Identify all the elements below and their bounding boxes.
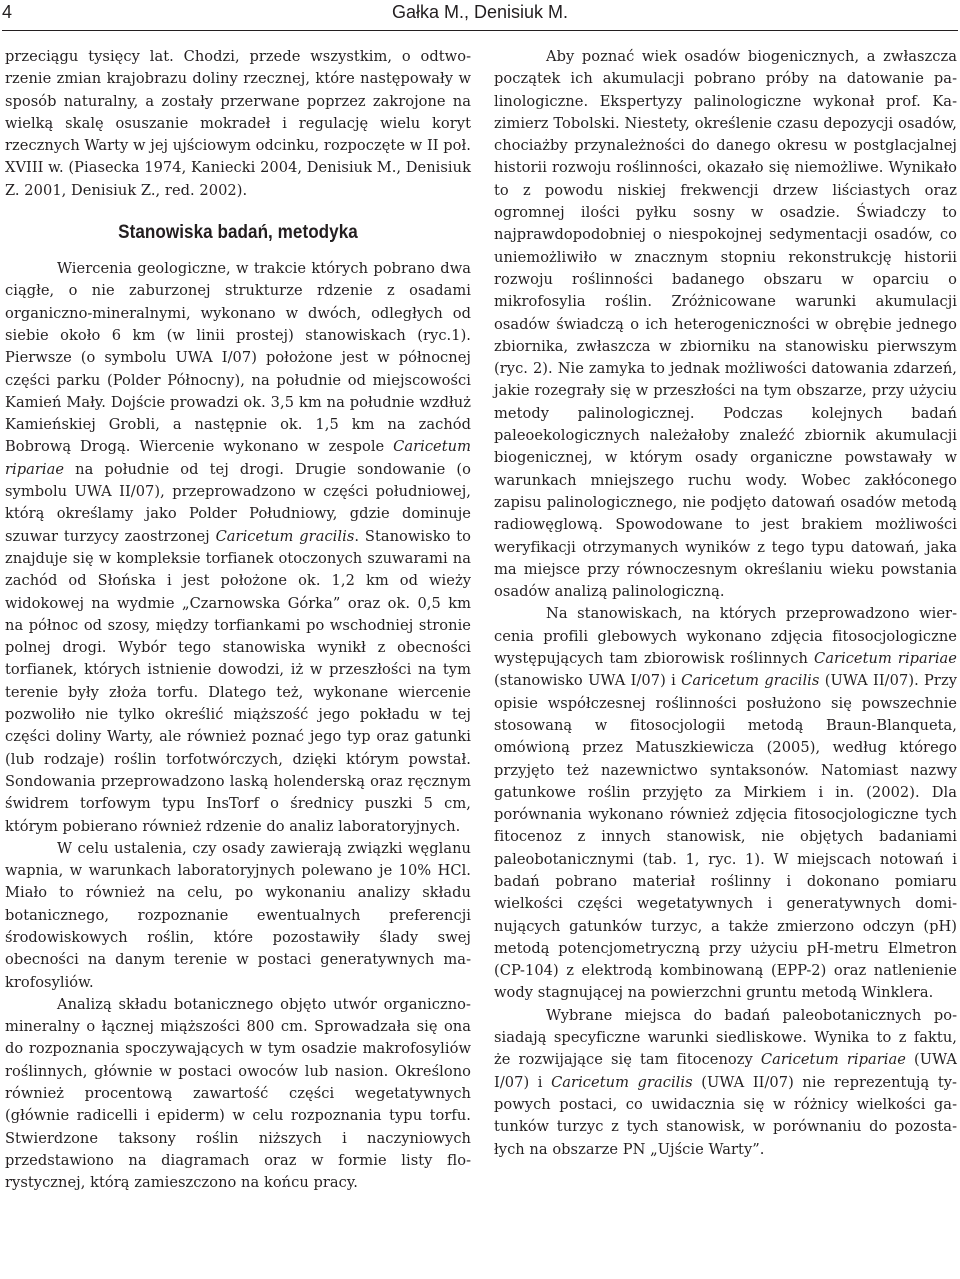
species-name: Caricetum ripariae	[5, 438, 471, 478]
text-run: W celu ustalenia, czy osady zawierają związki węglanu wapnia, w warunkach laboratoryjnych polewano je 10% HCl. Miało to również na celu, po wykonaniu analizy składu botanicznego, rozpoznanie ewentualnych preferencji środowiskowych roślin, które pozostawiły ślady swej obecności na danym terenie w postaci generatywnych makrofosyliów.	[5, 839, 471, 991]
species-name: Caricetum gracilis	[551, 1073, 693, 1091]
paragraph-palynology	[494, 46, 957, 603]
text-run: Wybrane miejsca do badań paleobotanicznych posiadają specyficzne warunki siedliskowe. Wynika to z faktu, że rozwijające się tam fitocenozy	[494, 1006, 957, 1069]
right-column	[494, 46, 957, 1161]
text-run: Aby poznać wiek osadów biogenicznych, a zwłaszcza początek ich akumulacji pobrano próby na datowanie palinologiczne. Ekspertyzy palinologiczne wykonał prof. Kazimierz Tobolski. Niestety, określenie czasu depozycji osadów, chociażby przynależności do danego okresu w postglacjalnej historii rozwoju roślinności, okazało się niemożliwe. Wynikało to z powodu niskiej frekwencji drzew liściastych oraz ogromnej ilości pyłku sosny w osadzie. Świadczy to najprawdopodobniej o niespokojnej sedymentacji osadów, co uniemożliwiło w znacznym stopniu rekonstrukcję historii rozwoju roślinności badanego obszaru w oparciu o mikrofosylia roślin. Zróżnicowane warunki akumulacji osadów świadczą o ich heterogeniczności w obrębie jednego zbiornika, zwłaszcza w zbiorniku na stanowisku pierwszym (ryc. 2). Nie zamyka to jednak możliwości datowania zdarzeń, jakie rozegrały się w przeszłości na tym obszarze, przy użyciu metody palinologicznej. Podczas kolejnych badań paleoekologicznych należałoby znaleźć zbiornik akumulacji biogenicznej, w którym osady organiczne powstawały w warunkach mniejszego ruchu wody. Wobec zakłóconego zapisu palinologicznego, nie podjęto datowań osadów metodą radiowęglową. Spowodowane to jest brakiem możliwości weryfikacji otrzymanych wyników z tego typu datowań, jaka ma miejsce przy równoczesnym określaniu wieku powstania osadów analizą palinologiczną.	[494, 48, 957, 601]
running-header	[2, 0, 958, 31]
text-run: przeciągu tysięcy lat. Chodzi, przede wszystkim, o odtworzenie zmian krajobrazu doliny rzecznej, które następowały w sposób naturalny, a zostały przerwane poprzez zakrojone na wielką skalę osuszanie mokradeł i regulację wielu koryt rzecznych Warty w jej ujściowym odcinku, rozpoczęte w II poł. XVIII w. (Piasecka 1974, Kaniecki 2004, Denisiuk M., Denisiuk Z. 2001, Denisiuk Z., red. 2002).	[5, 48, 471, 199]
paragraph-calcium-test	[5, 838, 471, 994]
text-run: Analizą składu botanicznego objęto utwór organiczno-mineralny o łącznej miąższości 800 cm. Sprowadzała się ona do rozpoznania spoczywających w tym osadzie makrofosyliów roślinnych, głównie w postaci owoców lub nasion. Określono również procentową zawartość części wegetatywnych (głównie radicelli i epiderm) w celu rozpoznania typu torfu. Stwierdzone taksony roślin niższych i naczyniowych przedstawiono na diagramach oraz w formie listy florystycznej, którą zamieszczono na końcu pracy.	[5, 995, 471, 1192]
left-column	[5, 46, 471, 1195]
text-run: (stanowisko UWA I/07) i	[494, 672, 682, 690]
text-run: Na stanowiskach, na których przeprowadzono wiercenia profili glebowych wykonano zdjęcia fitosocjologiczne występujących tam zbiorowisk roślinnych	[494, 605, 957, 668]
section-heading: Stanowiska badań, metodyka	[118, 222, 358, 244]
paragraph-habitat	[494, 1005, 957, 1161]
page-number: 4	[2, 2, 13, 22]
species-name: Caricetum ripariae	[760, 1051, 906, 1069]
text-run: (UWA II/07). Przy opisie współczesnej roślinności posłużono się powszechnie stosowaną w fitosocjologii metodą Braun-Blanqueta, omówioną przez Matuszkiewicza (2005), według którego przyjęto też nazewnictwo syntaksonów. Natomiast nazwy gatunkowe roślin przyjęto za Mirkiem i in. (2002). Dla porównania wykonano również zdjęcia fitosocjologiczne tych fitocenoz z innych stanowisk, nie objętych badaniami paleobotanicznymi (tab. 1, ryc. 1). W miejscach notowań i badań pobrano materiał roślinny i dokonano pomiaru wielkości części wegetatywnych i generatywnych dominujących gatunków turzyc, a także zmierzono odczyn (pH) metodą potencjometryczną przy użyciu pH-metru Elmetron (CP-104) z elektrodą kombinowaną (EPP-2) oraz natlenienie wody stagnującej na powierzchni gruntu metodą Winklera.	[494, 672, 957, 1002]
paragraph-botanical-analysis	[5, 994, 471, 1195]
paragraph-phytosociology	[494, 603, 957, 1004]
species-name: Caricetum gracilis	[215, 527, 355, 545]
species-name: Caricetum ripariae	[814, 650, 957, 668]
running-title: Gałka M., Denisiuk M.	[391, 2, 569, 22]
text-run: na południe od tej drogi. Drugie sondowanie (o symbolu UWA II/07), przeprowadzono w części południowej, którą określamy jako Polder Południowy, gdzie dominuje szuwar turzycy zaostrzonej	[5, 460, 471, 545]
text-run: Wiercenia geologiczne, w trakcie których pobrano dwa ciągłe, o nie zaburzonej strukturze rdzenie z osadami organiczno-mineralnymi, wykonano w dwóch, odległych od siebie około 6 km (w linii prostej) stanowiskach (ryc.1). Pierwsze (o symbolu UWA I/07) położone jest w północnej części parku (Polder Północny), na południe od miejscowości Kamień Mały. Dojście prowadzi ok. 3,5 km na południe wzdłuż Kamieńskiej Grobli, a następnie ok. 1,5 km na zachód Bobrową Drogą. Wiercenie wykonano w zespole	[5, 260, 471, 456]
text-run: . Stanowisko to znajduje się w kompleksie torfianek otoczonych szuwarami na zachód od Słońska i jest położone ok. 1,2 km od wieży widokowej na wydmie „Czarnowska Górka” oraz ok. 0,5 km na północ od szosy, między torfiankami po wschodniej stronie polnej drogi. Wybór tego stanowiska wynikł z obecności torfianek, których istnienie dowodzi, iż w przeszłości na tym terenie były złoża torfu. Dlatego też, wykonane wiercenie pozwoliło nie tylko określić miąższość jego pokładu w tej części doliny Warty, ale również poznać jego typ oraz gatunki (lub rodzaje) roślin torfotwórczych, dzięki którym powstał. Sondowania przeprowadzono laską holenderską oraz ręcznym świdrem torfowym typu InsTorf o średnicy puszki 5 cm, którym pobierano również rdzenie do analiz laboratoryjnych.	[5, 527, 471, 835]
species-name: Caricetum gracilis	[681, 672, 820, 690]
intro-paragraph	[5, 46, 471, 202]
text-run: (UWA I/07) i	[494, 1051, 958, 1091]
paragraph-sites	[5, 258, 471, 838]
text-run: (UWA II/07) nie reprezentują typowych postaci, co uwidacznia się w różnicy wielkości gatunków turzyc z tych stanowisk, w porównaniu do pozostałych na obszarze PN „Ujście Warty”.	[494, 1073, 957, 1158]
